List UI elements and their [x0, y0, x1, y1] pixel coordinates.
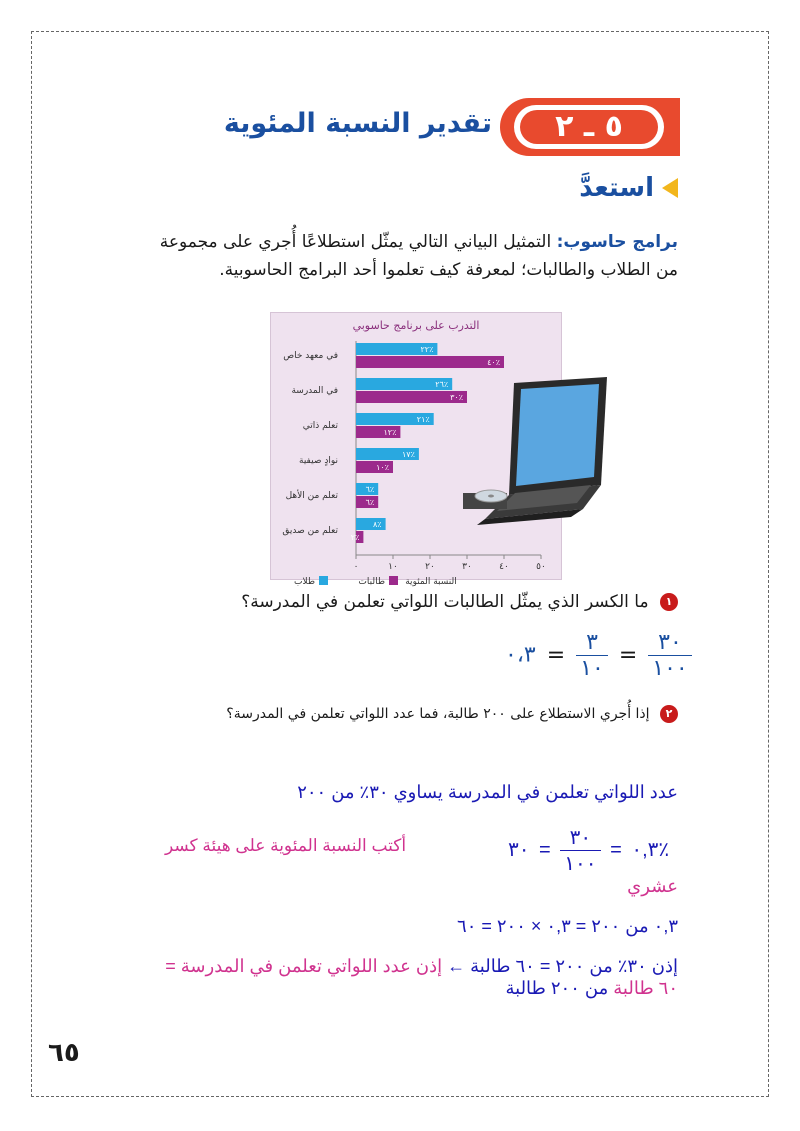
- bar-data-label: ١٧٪: [402, 450, 415, 459]
- bar-data-label: ٣٠٪: [450, 393, 463, 402]
- answer-line-4-blue: إذن ٣٠٪ من ٢٠٠ = ٦٠ طالبة ←: [447, 956, 678, 976]
- category-label: في معهد خاص: [283, 351, 338, 361]
- q1-frac2-den: ١٠: [580, 656, 604, 681]
- intro-text: التمثيل البياني التالي يمثّل استطلاعًا أُجري على مجموعة من الطلاب والطالبات؛ لمعرفة كيف تعلموا أحد البرامج الحاسوبية.: [159, 232, 678, 280]
- intro-paragraph: [158, 228, 678, 284]
- intro-label: برامج حاسوب:: [556, 232, 678, 252]
- question-1-text: ما الكسر الذي يمثّل الطالبات اللواتي تعلمن في المدرسة؟: [241, 592, 649, 612]
- page-number: ٦٥: [48, 1038, 80, 1068]
- q1-frac2-num: ٣: [576, 630, 608, 656]
- x-tick-label: ٤٠: [499, 562, 509, 572]
- answer-note-1: أكتب النسبة المئوية على هيئة كسر: [165, 836, 407, 855]
- bar-data-label: ٦٪: [365, 485, 375, 494]
- answer-conclusion: [118, 955, 678, 999]
- answer-line-3: ٠,٣ من ٢٠٠ = ٠,٣ × ٢٠٠ = ٦٠: [457, 916, 678, 936]
- category-label: نوادٍ صيفية: [299, 456, 338, 466]
- x-tick-label: ١٠: [388, 562, 398, 572]
- bar-data-label: ٢٢٪: [420, 345, 434, 354]
- category-label: تعلم ذاتي: [302, 421, 338, 431]
- bar-data-label: ٢١٪: [416, 415, 430, 424]
- legend-label-students: طلاب: [293, 577, 315, 587]
- answer-line-5-blue: من ٢٠٠ طالبة: [505, 978, 609, 998]
- ready-heading: [579, 173, 678, 203]
- answer-line-4-pink: إذن عدد اللواتي تعلمن في المدرسة =: [165, 956, 443, 976]
- category-label: تعلم من صديق: [282, 526, 338, 536]
- question-1-number: ١: [660, 593, 678, 611]
- lesson-title: تقدير النسبة المئوية: [223, 108, 492, 139]
- legend-swatch-female-students: [389, 576, 398, 585]
- bar-data-label: ٢٪: [350, 533, 360, 542]
- ready-label: استعدَّ: [579, 173, 654, 203]
- triangle-pointer-icon: [662, 178, 678, 198]
- question-1: [241, 592, 678, 612]
- bar-data-label: ١٠٪: [376, 463, 389, 472]
- x-tick-label: ٠: [353, 562, 359, 572]
- question-2-number: ٢: [660, 705, 678, 723]
- answer-percent: ٣٠٪: [508, 838, 670, 861]
- x-tick-label: ٥٠: [536, 562, 546, 572]
- q1-frac1-den: ١٠٠: [652, 656, 688, 681]
- answer-note-2: عشري: [627, 876, 678, 896]
- lesson-badge: ٥ ـ ٢: [520, 110, 658, 144]
- answer-equation: ٠,٣ = $\frac{٣٠}{١٠٠}$ = ٣٠٪: [508, 827, 670, 875]
- q1-result: ٠،٣: [505, 642, 536, 668]
- question-1-equation: ٠،٣ = $\frac{٣}{١٠}$ = $\frac{٣٠}{١٠٠}$: [505, 630, 692, 681]
- bar-data-label: ٦٪: [365, 498, 375, 507]
- legend-swatch-students: [319, 576, 328, 585]
- q1-frac1-num: ٣٠: [648, 630, 691, 656]
- answer-frac-den: ١٠٠: [564, 853, 597, 875]
- chart-card: [270, 312, 562, 587]
- question-2: [226, 705, 678, 723]
- q1-fraction-1: [648, 630, 691, 681]
- legend-label-female-students: طالبات: [358, 577, 385, 587]
- category-label: تعلم من الأهل: [285, 491, 338, 501]
- bar-data-label: ٢٦٪: [435, 380, 449, 389]
- answer-line-1: عدد اللواتي تعلمن في المدرسة يساوي ٣٠٪ من ٢٠٠: [297, 782, 678, 802]
- x-tick-label: ٣٠: [462, 562, 472, 572]
- chart-title: التدرب على برنامج حاسوبي: [352, 319, 480, 332]
- bar-data-label: ٤٠٪: [487, 358, 500, 367]
- q1-fraction-2: [576, 630, 608, 681]
- answer-decimal: ٠,٣: [631, 838, 659, 861]
- x-axis-label: النسبة المئوية: [405, 577, 457, 587]
- bar-chart: [271, 313, 561, 587]
- bar-data-label: ٨٪: [373, 520, 382, 529]
- bar-data-label: ١٢٪: [383, 428, 397, 437]
- answer-fraction: [560, 825, 600, 876]
- question-2-text: إذا أُجري الاستطلاع على ٢٠٠ طالبة، فما عدد اللواتي تعلمن في المدرسة؟: [226, 706, 650, 722]
- answer-frac-num: ٣٠: [560, 825, 600, 851]
- laptop-illustration: [463, 377, 607, 525]
- bar-طالبات: [356, 356, 504, 368]
- x-tick-label: ٢٠: [425, 562, 435, 572]
- answer-line-5-pink: ٦٠ طالبة: [613, 978, 678, 998]
- category-label: في المدرسة: [291, 386, 338, 396]
